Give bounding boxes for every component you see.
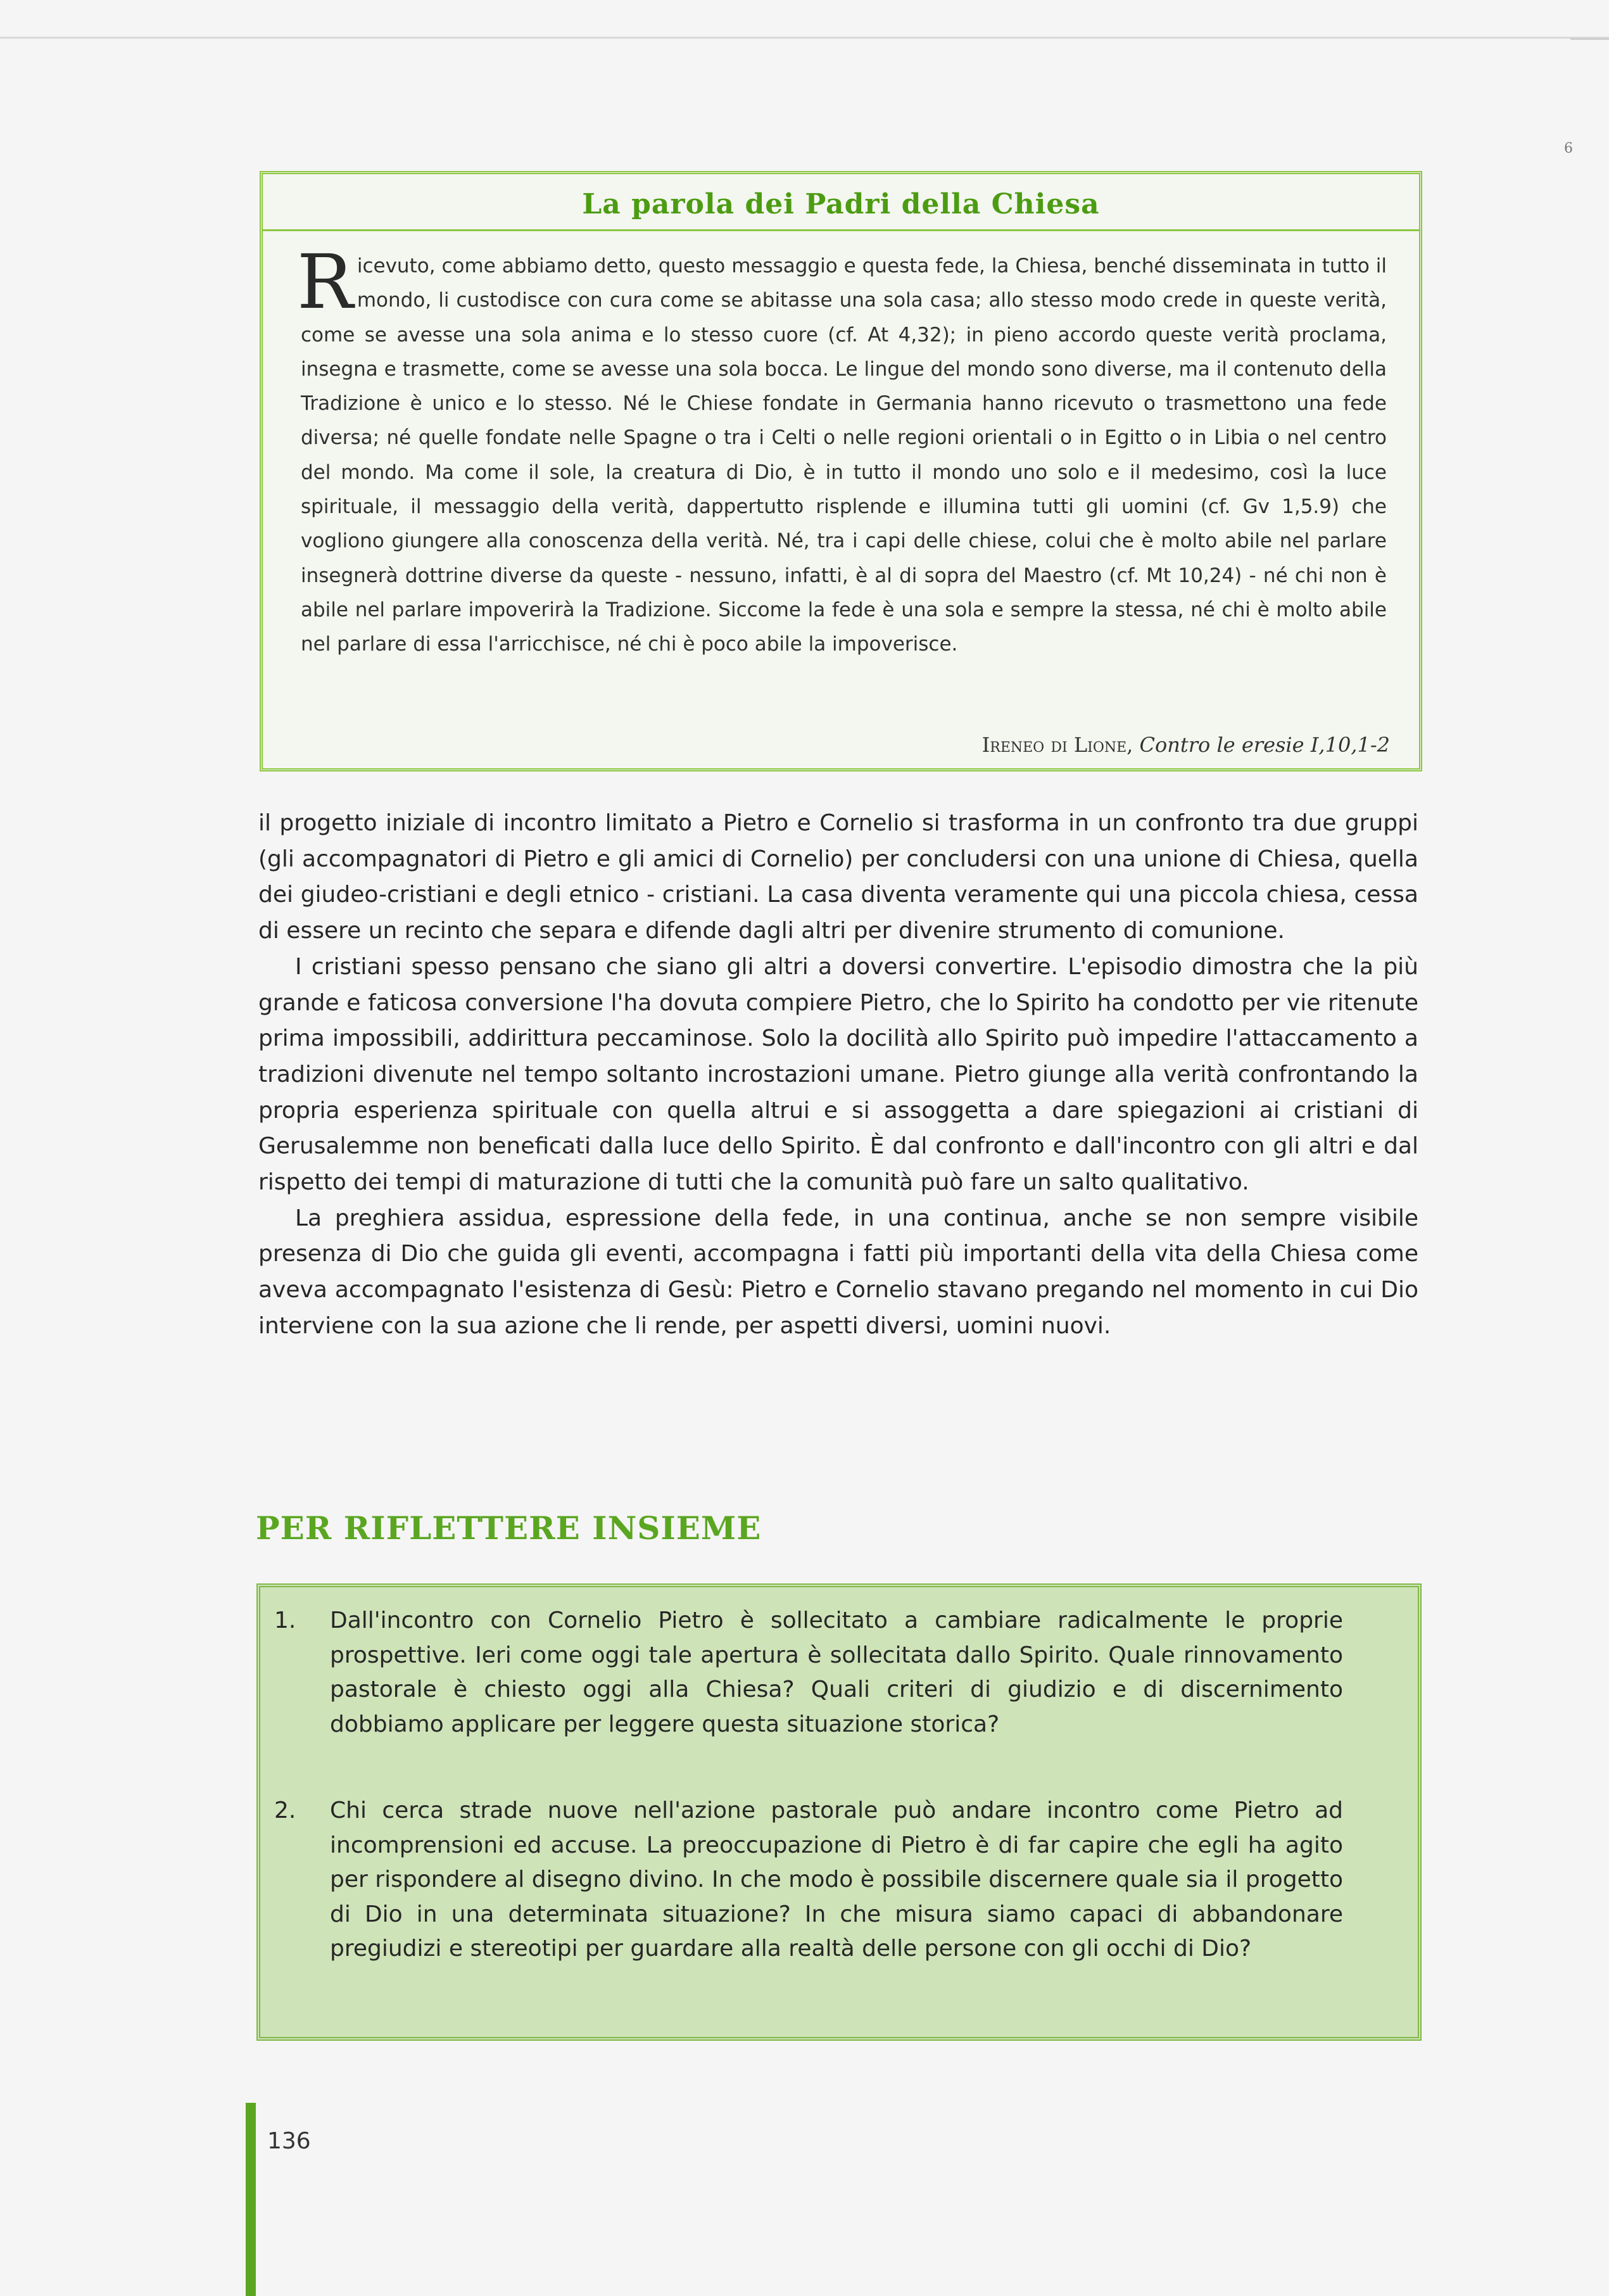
question-item bbox=[274, 1604, 1343, 1742]
page-number: 136 bbox=[267, 2128, 311, 2154]
body-paragraph: I cristiani spesso pensano che siano gli altri a doversi convertire. L'episodio dimostra che la più grande e faticosa conversione l'ha dovuta compiere Pietro, che lo Spirito ha condotto per vie ritenute prima impossibili, addirittura peccaminose. Solo la docilità allo Spirito può impedire l'attaccamento a tradizioni divenute nel tempo soltanto incrostazioni umane. Pietro giunge alla verità confrontando la propria esperienza spirituale con quella altrui e si assoggetta a dare spiegazioni ai cristiani di Gerusalemme non beneficati dalla luce dello Spirito. È dal confronto e dall'incontro con gli altri e dal rispetto dei tempi di maturazione di tutti che la comunità può fare un salto qualitativo. bbox=[258, 953, 1418, 1196]
scan-edge-top bbox=[0, 37, 1609, 39]
body-paragraph: La preghiera assidua, espressione della fede, in una continua, anche se non sempre visibile presenza di Dio che guida gli eventi, accompagna i fatti più importanti della vita della Chiesa come aveva accompagnato l'esistenza di Gesù: Pietro e Cornelio stavano pregando nel momento in cui Dio interviene con la sua azione che li rende, per aspetti diversi, uomini nuovi. bbox=[258, 1205, 1418, 1339]
quote-text bbox=[297, 238, 1387, 662]
attribution-work: Contro le eresie I,10,1-2 bbox=[1139, 733, 1390, 757]
question-item bbox=[274, 1794, 1343, 1967]
reflection-questions-box bbox=[256, 1583, 1422, 2041]
question-text: Dall'incontro con Cornelio Pietro è sollecitato a cambiare radicalmente le proprie prospettive. Ieri come oggi tale apertura è sollecitata dallo Spirito. Quale rinnovamento pastorale è chiesto oggi alla Chiesa? Quali criteri di giudizio e di discernimento dobbiamo applicare per leggere questa situazione storica? bbox=[330, 1608, 1343, 1737]
section-heading: PER RIFLETTERE INSIEME bbox=[256, 1509, 762, 1547]
fathers-quote-box bbox=[260, 171, 1422, 771]
body-paragraph: il progetto iniziale di incontro limitato a Pietro e Cornelio si trasforma in un confronto tra due gruppi (gli accompagnatori di Pietro e gli amici di Cornelio) per concludersi con una unione di Chiesa, quella dei giudeo-cristiani e degli etnico - cristiani. La casa diventa veramente qui una piccola chiesa, cessa di essere un recinto che separa e difende dagli altri per divenire strumento di comunione. bbox=[258, 810, 1418, 944]
body-text bbox=[258, 806, 1418, 1345]
drop-cap: R bbox=[297, 238, 353, 326]
corner-page-marker: 6 bbox=[1564, 141, 1573, 156]
page-accent-bar bbox=[246, 2103, 256, 2296]
quote-title-band bbox=[263, 174, 1419, 231]
question-number: 1. bbox=[274, 1608, 296, 1633]
quote-body: icevuto, come abbiamo detto, questo messaggio e questa fede, la Chiesa, benché disseminata in tutto il mondo, li custodisce con cura come se abitasse una sola casa; allo stesso modo crede in queste verità, come se avesse una sola anima e lo stesso cuore (cf. At 4,32); in pieno accordo queste verità proclama, insegna e trasmette, come se avesse una sola bocca. Le lingue del mondo sono diverse, ma il contenuto della Tradizione è unico e lo stesso. Né le Chiese fondate in Germania hanno ricevuto o trasmettono una fede diversa; né quelle fondate nelle Spagne o tra i Celti o nelle regioni orientali o in Egitto o in Libia o nel centro del mondo. Ma come il sole, la creatura di Dio, è in tutto il mondo uno solo e il medesimo, così la luce spirituale, il messaggio della verità, dappertutto risplende e illumina tutti gli uomini (cf. Gv 1,5.9) che vogliono giungere alla conoscenza della verità. Né, tra i capi delle chiese, colui che è molto abile nel parlare insegnerà dottrine diverse da queste - nessuno, infatti, è al di sopra del Maestro (cf. Mt 10,24) - né chi non è abile nel parlare impoverirà la Tradizione. Siccome la fede è una sola e sempre la stessa, né chi è molto abile nel parlare di essa l'arricchisce, né chi è poco abile la impoverisce. bbox=[301, 255, 1387, 656]
attribution-author: Ireneo di Lione, bbox=[981, 733, 1133, 757]
scan-edge-right bbox=[1570, 38, 1609, 40]
questions-list bbox=[274, 1604, 1343, 1967]
quote-attribution bbox=[982, 733, 1390, 757]
question-text: Chi cerca strade nuove nell'azione pastorale può andare incontro come Pietro ad incomprensioni ed accuse. La preoccupazione di Pietro è di far capire che egli ha agito per rispondere al disegno divino. In che modo è possibile discernere quale sia il progetto di Dio in una determinata situazione? In che misura siamo capaci di abbandonare pregiudizi e stereotipi per guardare alla realtà delle persone con gli occhi di Dio? bbox=[330, 1798, 1343, 1962]
question-number: 2. bbox=[274, 1798, 296, 1823]
quote-title: La parola dei Padri della Chiesa bbox=[582, 188, 1100, 220]
